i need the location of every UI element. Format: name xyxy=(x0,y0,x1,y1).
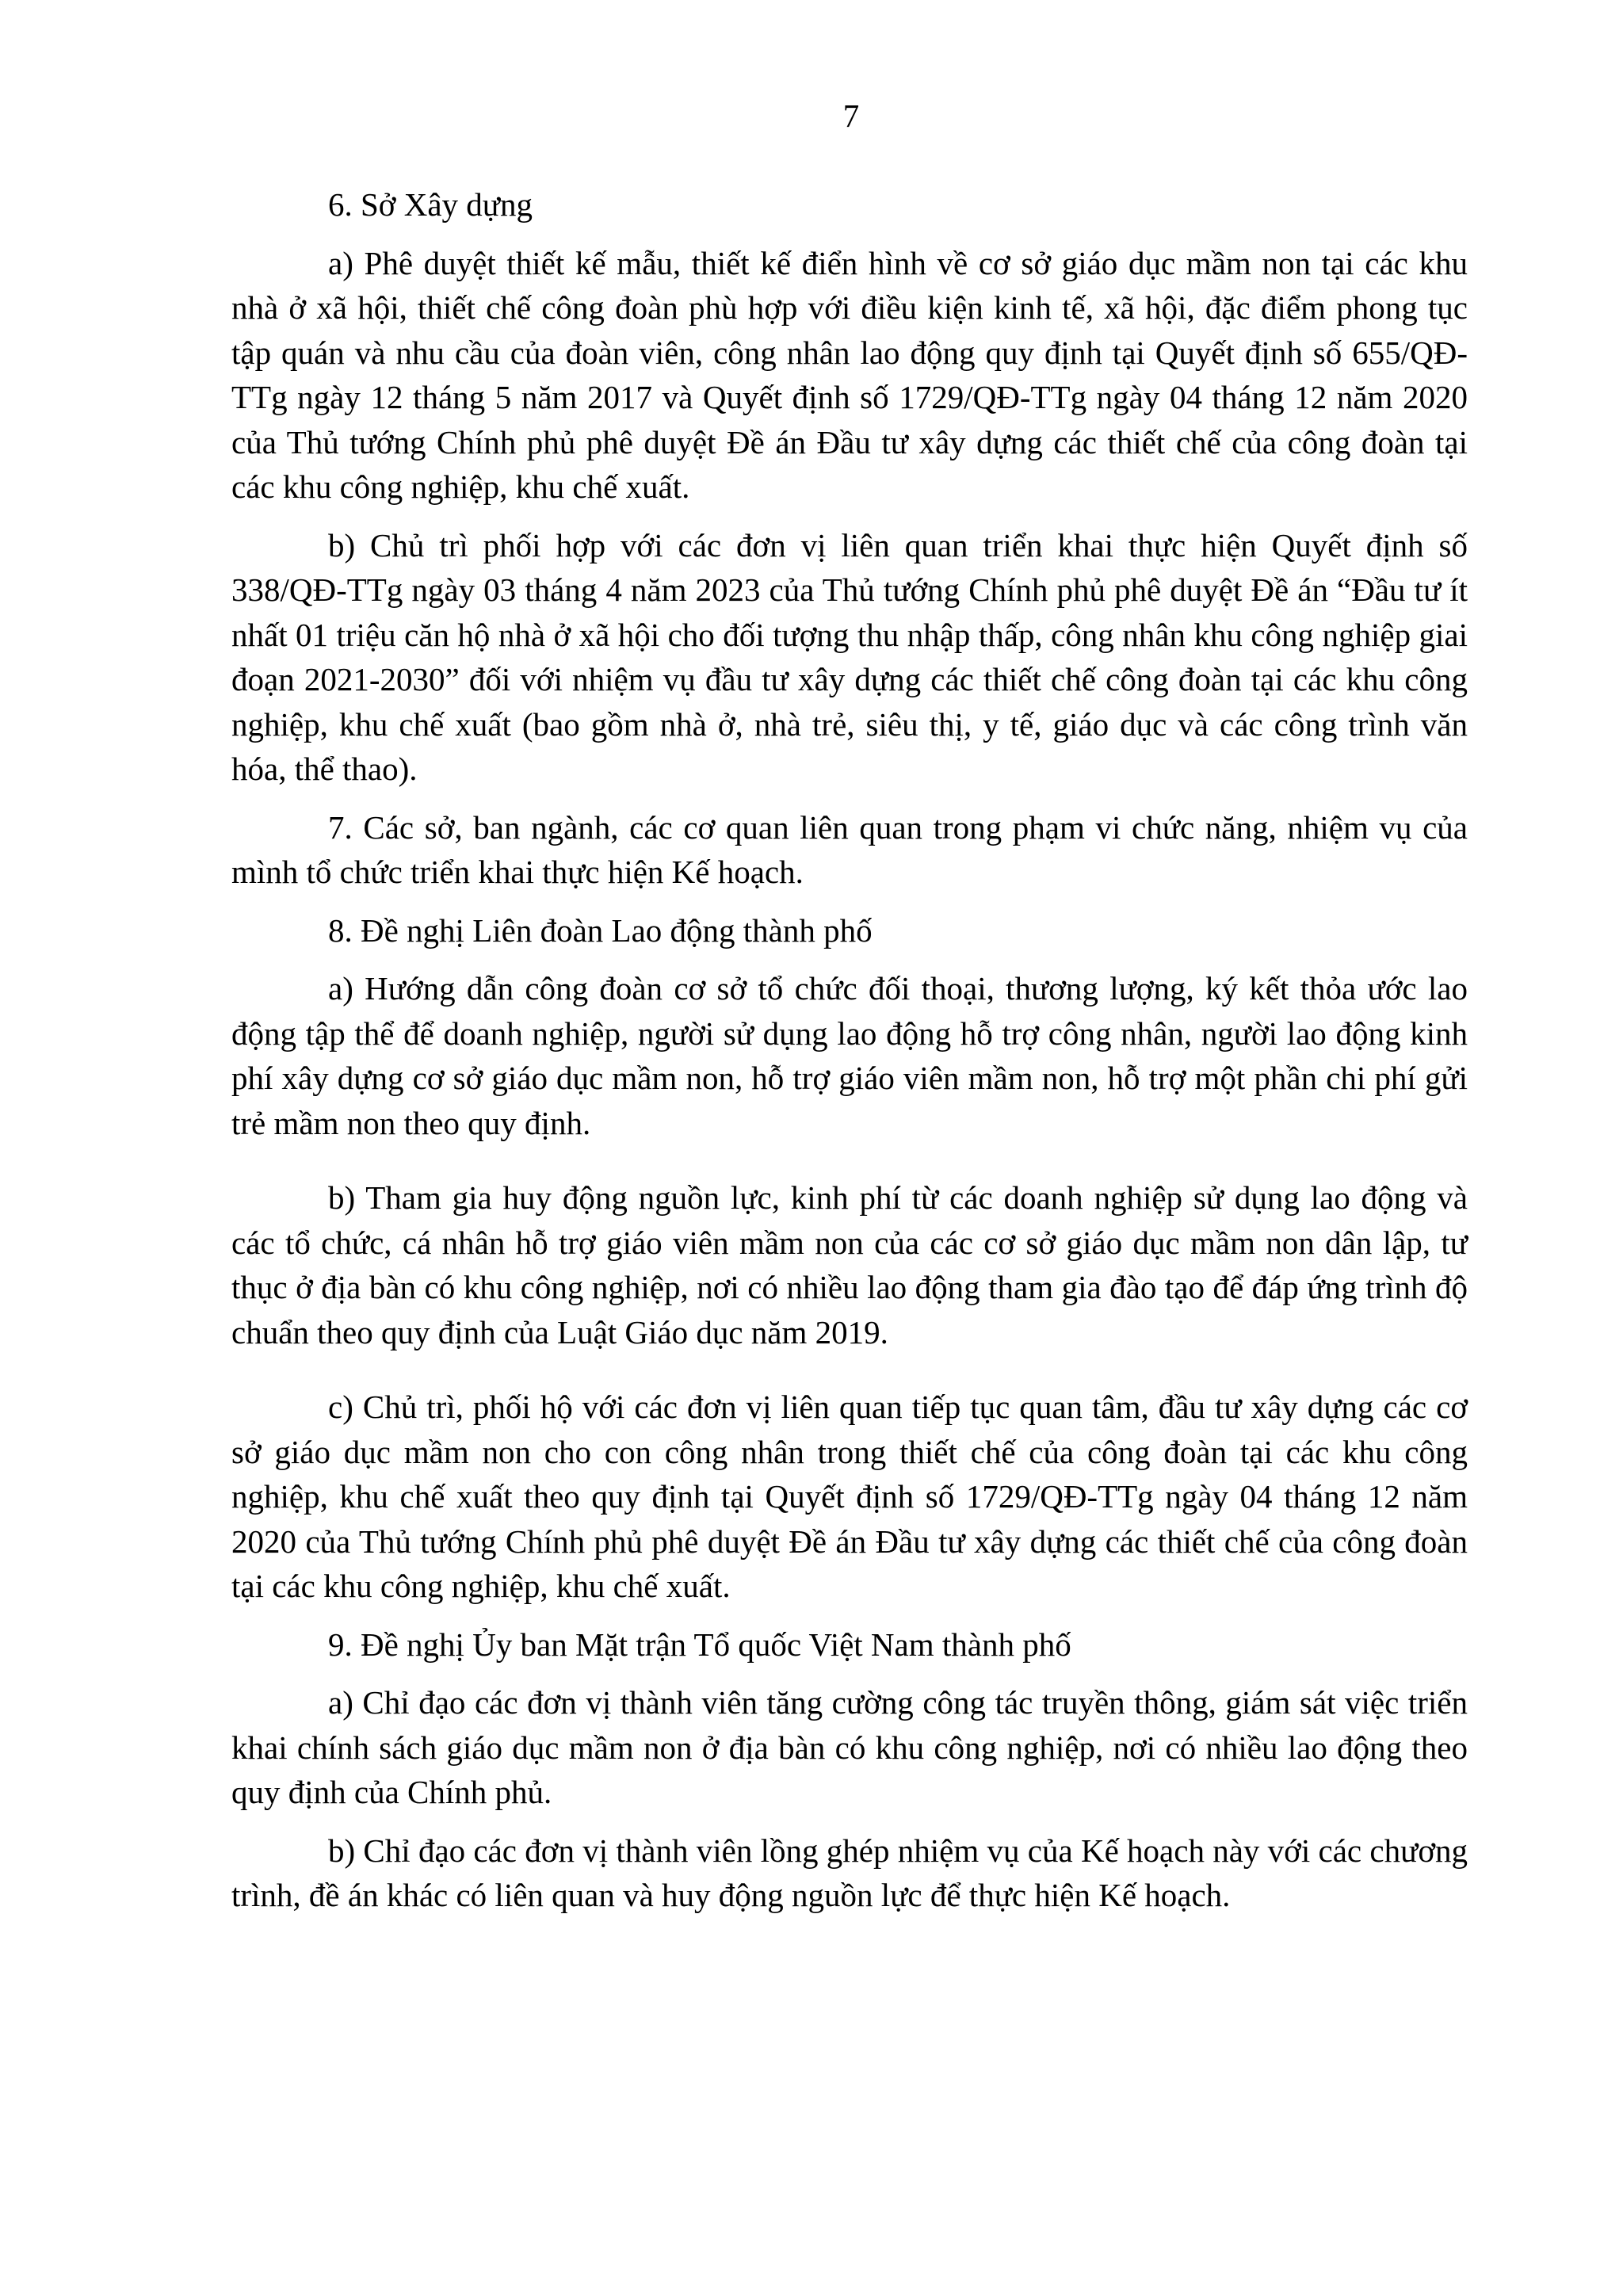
section-6-item-b: b) Chủ trì phối hợp với các đơn vị liên quan triển khai thực hiện Quyết định số 338/QĐ-TTg ngày 03 tháng 4 năm 2023 của Thủ tướng Chính phủ phê duyệt Đề án “Đầu tư ít nhất 01 triệu căn hộ nhà ở xã hội cho đối tượng thu nhập thấp, công nhân khu công nghiệp giai đoạn 2021-2030” đối với nhiệm vụ đầu tư xây dựng các thiết chế công đoàn tại các khu công nghiệp, khu chế xuất (bao gồm nhà ở, nhà trẻ, siêu thị, y tế, giáo dục và các công trình văn hóa, thể thao). xyxy=(231,526,1468,787)
section-6-item-a: a) Phê duyệt thiết kế mẫu, thiết kế điển hình về cơ sở giáo dục mầm non tại các khu nhà ở xã hội, thiết chế công đoàn phù hợp với điều kiện kinh tế, xã hội, đặc điểm phong tục tập quán và nhu cầu của đoàn viên, công nhân lao động quy định tại Quyết định số 655/QĐ-TTg ngày 12 tháng 5 năm 2017 và Quyết định số 1729/QĐ-TTg ngày 04 tháng 12 năm 2020 của Thủ tướng Chính phủ phê duyệt Đề án Đầu tư xây dựng các thiết chế của công đoàn tại các khu công nghiệp, khu chế xuất. xyxy=(231,244,1468,505)
page-number: 7 xyxy=(842,97,860,134)
section-6-heading: 6. Sở Xây dựng xyxy=(328,186,533,223)
section-9-item-b: b) Chỉ đạo các đơn vị thành viên lồng ghép nhiệm vụ của Kế hoạch này với các chương trình, đề án khác có liên quan và huy động nguồn lực để thực hiện Kế hoạch. xyxy=(231,1832,1468,1913)
section-8-item-a: a) Hướng dẫn công đoàn cơ sở tổ chức đối thoại, thương lượng, ký kết thỏa ước lao động tập thể để doanh nghiệp, người sử dụng lao động hỗ trợ công nhân, người lao động kinh phí xây dựng cơ sở giáo dục mầm non, hỗ trợ giáo viên mầm non, hỗ trợ một phần chi phí gửi trẻ mầm non theo quy định. xyxy=(231,970,1468,1141)
section-9-heading: 9. Đề nghị Ủy ban Mặt trận Tổ quốc Việt Nam thành phố xyxy=(328,1626,1071,1663)
section-8-heading: 8. Đề nghị Liên đoàn Lao động thành phố xyxy=(328,911,873,949)
section-7-paragraph: 7. Các sở, ban ngành, các cơ quan liên quan trong phạm vi chức năng, nhiệm vụ của mình tổ chức triển khai thực hiện Kế hoạch. xyxy=(231,808,1468,890)
section-8-item-c: c) Chủ trì, phối hộ với các đơn vị liên quan tiếp tục quan tâm, đầu tư xây dựng các cơ sở giáo dục mầm non cho con công nhân trong thiết chế của công đoàn tại các khu công nghiệp, khu chế xuất theo quy định tại Quyết định số 1729/QĐ-TTg ngày 04 tháng 12 năm 2020 của Thủ tướng Chính phủ phê duyệt Đề án Đầu tư xây dựng các thiết chế của công đoàn tại các khu công nghiệp, khu chế xuất. xyxy=(231,1389,1468,1604)
section-9-item-a: a) Chỉ đạo các đơn vị thành viên tăng cường công tác truyền thông, giám sát việc triển khai chính sách giáo dục mầm non ở địa bàn có khu công nghiệp, nơi có nhiều lao động theo quy định của Chính phủ. xyxy=(231,1684,1468,1810)
section-8-item-b: b) Tham gia huy động nguồn lực, kinh phí từ các doanh nghiệp sử dụng lao động và các tổ chức, cá nhân hỗ trợ giáo viên mầm non của các cơ sở giáo dục mầm non dân lập, tư thục ở địa bàn có khu công nghiệp, nơi có nhiều lao động tham gia đào tạo để đáp ứng trình độ chuẩn theo quy định của Luật Giáo dục năm 2019. xyxy=(231,1179,1468,1350)
document-body xyxy=(231,182,1468,1931)
